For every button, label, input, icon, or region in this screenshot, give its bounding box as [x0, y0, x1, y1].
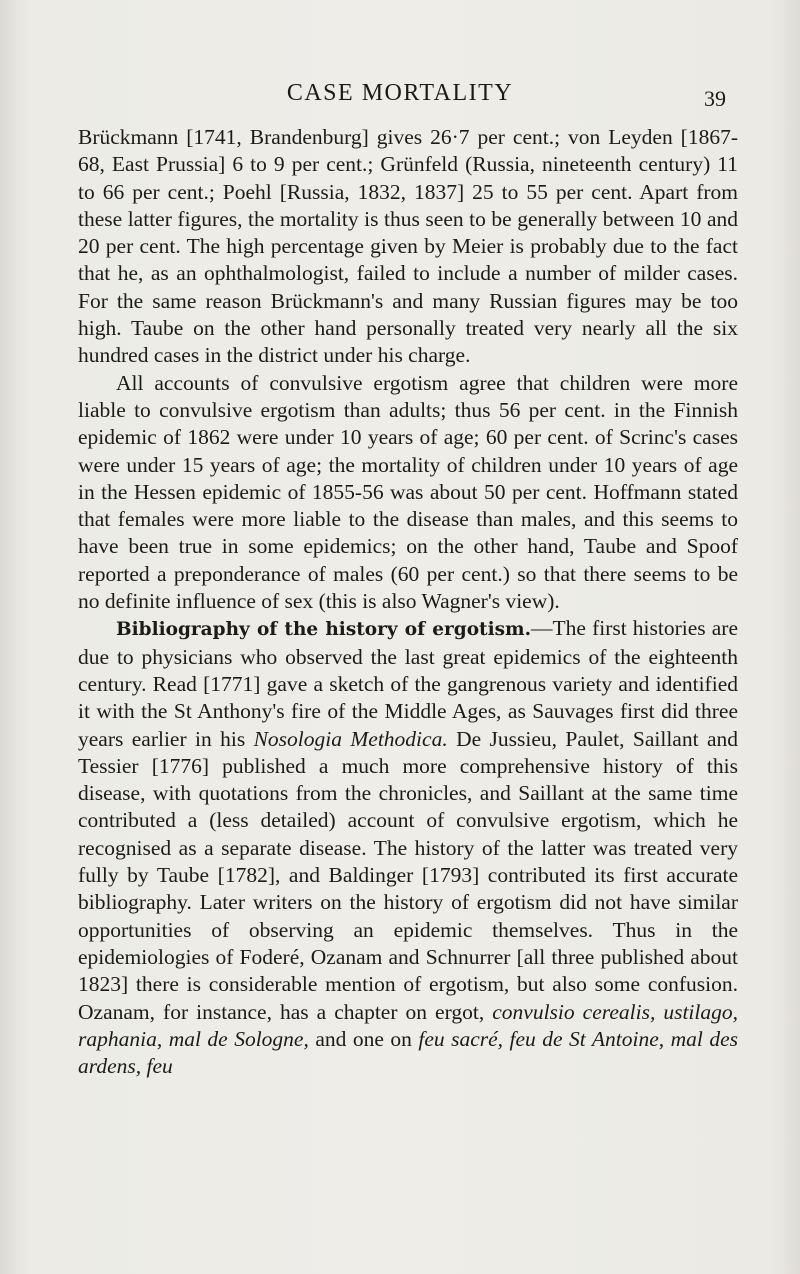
page-number: 39 — [704, 86, 726, 111]
italic-fire-terms: feu sacré, feu de St Antoine, mal des ardens, feu — [78, 1026, 738, 1079]
italic-ergot-terms: convulsio cerealis, ustilago, raphania, mal de Sologne, — [78, 999, 739, 1051]
paragraph-bibliography — [78, 615, 738, 1080]
paragraph-bibliography-text-c: and one on — [308, 1026, 419, 1051]
paragraph-mortality-figures: Brückmann [1741, Brandenburg] gives 26·7 per cent.; von Leyden [1867-68, East Prussia] 6 to 9 per cent.; Grünfeld (Russia, nineteenth century) 11 to 66 per cent.; Poehl [Russia, 1832, 1837] 25 to 55 per cent. Apart from these latter figures, the mortality is thus seen to be generally between 10 and 20 per cent. The high percentage given by Meier is probably due to the fact that he, as an ophthalmologist, failed to include a number of milder cases. For the same reason Brückmann's and many Russian figures may be too high. Taube on the other hand personally treated very nearly all the six hundred cases in the district under his charge. — [78, 125, 738, 368]
paragraph-bibliography-text-a: —The first histories are due to physicians who observed the last great epidemics of the eighteenth century. Read [1771] gave a sketch of the gangrenous variety and identified it with the St Anthony's fire of the Middle Ages, as Sauvages first did three years earlier in his — [78, 616, 738, 751]
running-head: CASE MORTALITY — [286, 80, 514, 106]
paragraph-bibliography-text-b: De Jussieu, Paulet, Saillant and Tessier [1776] published a much more comprehensive history of this disease, with quotations from the chronicles, and Saillant at the same time contributed a (less detailed) account of convulsive ergotism, which he recognised as a separate disease. The history of the latter was treated very fully by Taube [1782], and Baldinger [1793] contributed its first accurate bibliography. Later writers on the history of ergotism did not have similar opportunities of observing an epidemic themselves. Thus in the epidemiologies of Foderé, Ozanam and Schnurrer [all three published about 1823] there is considerable mention of ergotism, but also some confusion. Ozanam, for instance, has a chapter on ergot, — [78, 726, 738, 1024]
italic-book-title: Nosologia Methodica. — [253, 726, 448, 751]
paragraph-children-sex: All accounts of convulsive ergotism agree that children were more liable to convulsive ergotism than adults; thus 56 per cent. in the Finnish epidemic of 1862 were under 10 years of age; 60 per cent. of Scrinc's cases were under 15 years of age; the mortality of children under 10 years of age in the Hessen epidemic of 1855-56 was about 50 per cent. Hoffmann stated that females were more liable to the disease than males, and this seems to have been true in some epidemics; on the other hand, Taube and Spoof reported a preponderance of males (60 per cent.) so that there seems to be no definite influence of sex (this is also Wagner's view). — [78, 370, 738, 614]
section-heading: Bibliography of the history of ergotism. — [116, 619, 532, 641]
body-text — [78, 124, 738, 1080]
